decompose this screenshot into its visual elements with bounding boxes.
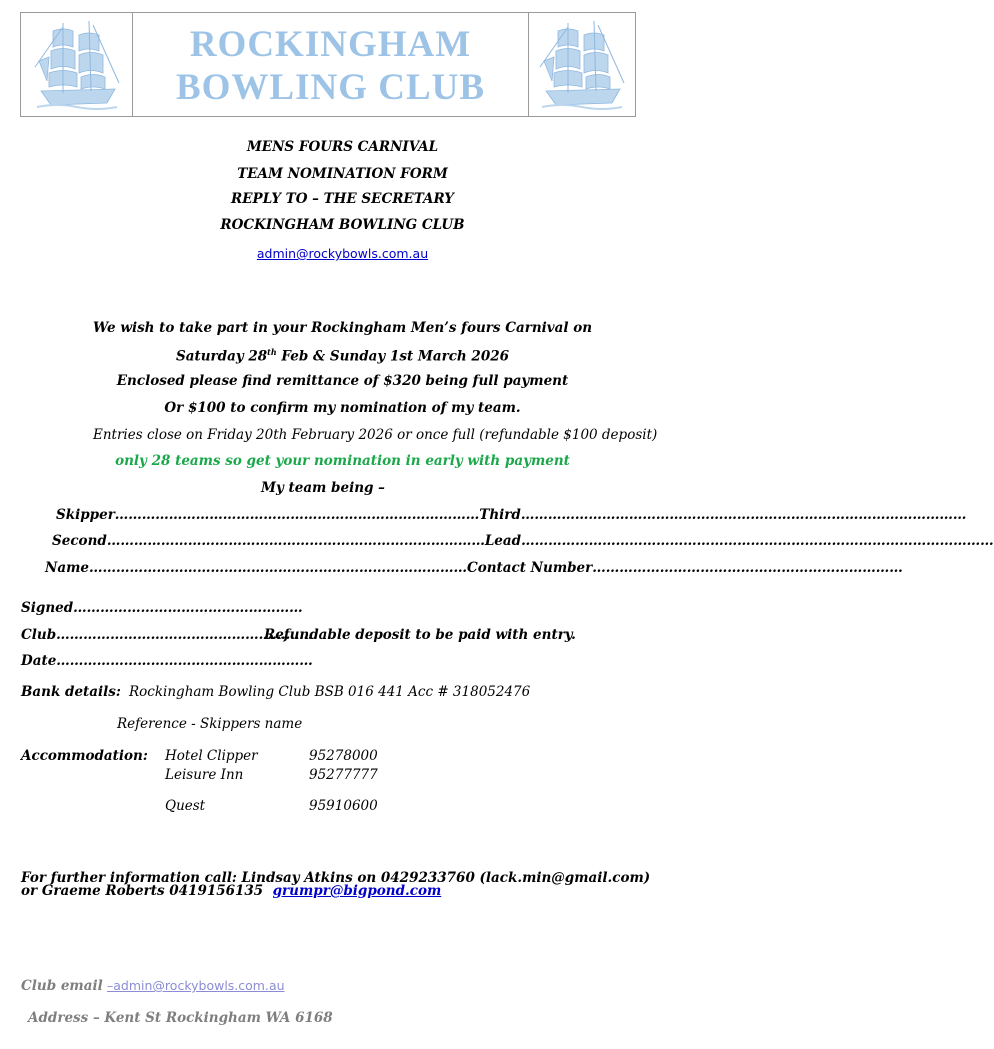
- date-field[interactable]: Date…………………………………………………: [21, 653, 313, 669]
- date-end: Feb & Sunday 1st March 2026: [276, 348, 510, 365]
- bank-label: Bank details:: [21, 684, 121, 700]
- accommodation-name-2: Leisure Inn: [165, 767, 244, 783]
- club-name: ROCKINGHAM BOWLING CLUB: [220, 217, 465, 233]
- second-lead-field[interactable]: Second…………………………………………………………………………Lead……………………………………………………………………………………………: [52, 533, 994, 549]
- further-info: [21, 872, 661, 898]
- secretary-email-row: [0, 243, 685, 262]
- bank-details: Rockingham Bowling Club BSB 016 441 Acc # 318052476: [129, 684, 531, 700]
- accommodation-name-1: Hotel Clipper: [165, 748, 258, 764]
- entries-close-note: Entries close on Friday 20th February 2026 or once full (refundable $100 deposit): [93, 427, 658, 443]
- accommodation-phone-3: 95910600: [309, 798, 378, 814]
- club-email-link[interactable]: –admin@rockybowls.com.au: [107, 978, 285, 993]
- accommodation-label: Accommodation:: [21, 748, 148, 764]
- bank-reference: Reference - Skippers name: [117, 716, 303, 732]
- body-line-intro: We wish to take part in your Rockingham Men’s fours Carnival on: [92, 320, 593, 336]
- club-title-line2: BOWLING CLUB: [175, 67, 486, 108]
- secretary-email-link[interactable]: admin@rockybowls.com.au: [256, 246, 429, 261]
- body-line-deposit: Or $100 to confirm my nomination of my team.: [164, 400, 521, 416]
- body-line-dates: [0, 347, 685, 365]
- form-title: TEAM NOMINATION FORM: [237, 166, 448, 182]
- skipper-third-field[interactable]: Skipper………………………………………………………………………Third………………………………………………………………………………………: [56, 507, 967, 523]
- date-start: Saturday 28: [175, 348, 268, 365]
- accommodation-phone-2: 95277777: [309, 767, 378, 783]
- graeme-email-link[interactable]: grumpr@bigpond.com: [272, 883, 442, 899]
- accommodation-phone-1: 95278000: [309, 748, 378, 764]
- reply-to: REPLY TO – THE SECRETARY: [231, 191, 454, 207]
- further-info-text: For further information call: Lindsay Atkins on 0429233760 (lack.min@gmail.com) or Graeme Roberts 0419156135: [21, 870, 651, 899]
- club-title-cell: [133, 13, 529, 116]
- club-title-line1: ROCKINGHAM: [189, 24, 472, 65]
- club-address: Address – Kent St Rockingham WA 6168: [28, 1010, 333, 1026]
- club-email-row: [21, 978, 285, 994]
- team-being-label: My team being –: [261, 480, 385, 496]
- sailing-ship-icon: [33, 17, 121, 113]
- teams-limit-note: only 28 teams so get your nomination in early with payment: [115, 453, 570, 469]
- date-suffix: th: [267, 347, 277, 357]
- signed-field[interactable]: Signed……………………………………………: [21, 600, 303, 616]
- left-logo-cell: [21, 13, 133, 116]
- sailing-ship-icon: [538, 17, 626, 113]
- club-header-banner: [20, 12, 636, 117]
- body-line-remittance: Enclosed please find remittance of $320 being full payment: [116, 373, 569, 389]
- club-email-label: Club email: [21, 978, 103, 994]
- name-contact-field[interactable]: Name…………………………………………………………………………Contact Number……………………………………………………………: [45, 560, 903, 576]
- club-field[interactable]: Club…………………………………………………: [21, 627, 313, 643]
- right-logo-cell: [529, 13, 635, 116]
- event-title: MENS FOURS CARNIVAL: [246, 139, 439, 155]
- accommodation-name-3: Quest: [165, 798, 206, 814]
- deposit-note: Refundable deposit to be paid with entry.: [264, 627, 576, 643]
